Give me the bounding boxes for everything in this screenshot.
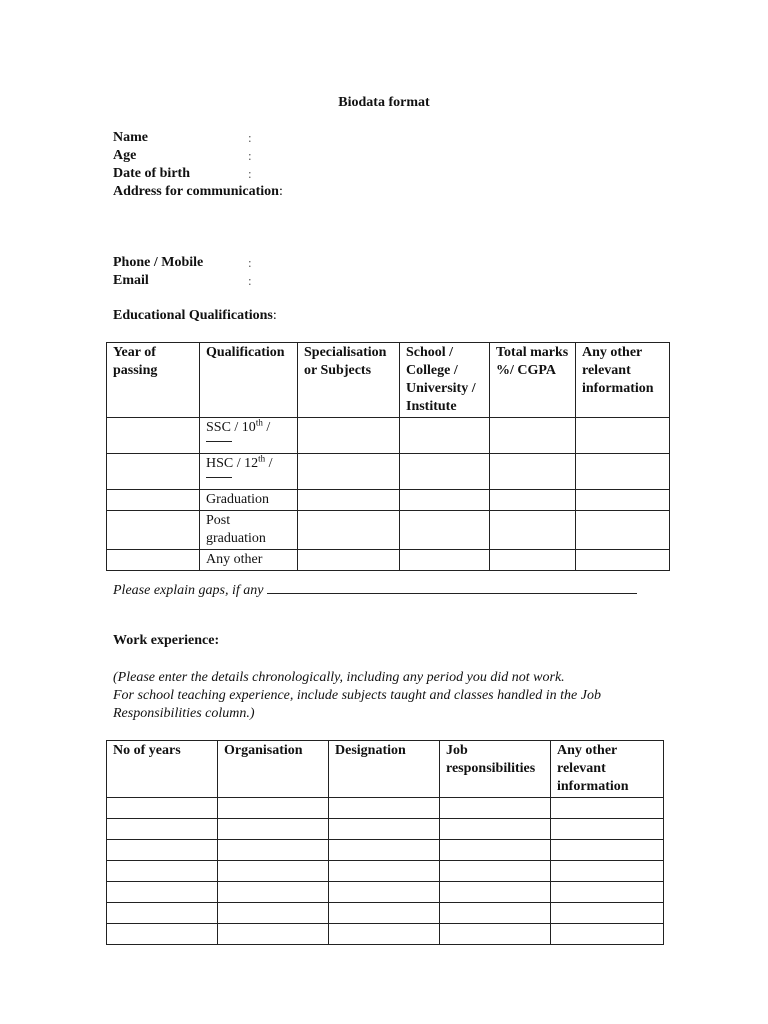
institute-cell[interactable] xyxy=(400,511,490,550)
table-row xyxy=(107,490,670,511)
work-other-info-cell[interactable] xyxy=(551,798,664,819)
header-total-marks: Total marks %/ CGPA xyxy=(490,343,576,418)
table-row xyxy=(107,840,664,861)
table-row xyxy=(107,418,670,454)
education-heading xyxy=(113,308,277,324)
email-separator: : xyxy=(248,273,252,288)
qualification-post-graduation: Post graduation xyxy=(200,511,298,550)
header-specialisation: Specialisation or Subjects xyxy=(298,343,400,418)
other-info-cell[interactable] xyxy=(576,490,670,511)
organisation-cell[interactable] xyxy=(218,798,329,819)
qualification-any-other: Any other xyxy=(200,550,298,571)
marks-cell[interactable] xyxy=(490,418,576,454)
gaps-answer-line[interactable] xyxy=(267,581,637,594)
institute-cell[interactable] xyxy=(400,418,490,454)
qualification-graduation: Graduation xyxy=(200,490,298,511)
name-label: Name xyxy=(113,130,148,145)
years-cell[interactable] xyxy=(107,903,218,924)
education-header-row xyxy=(107,343,670,418)
dob-label: Date of birth xyxy=(113,166,190,181)
work-heading: Work experience: xyxy=(113,633,220,648)
designation-cell[interactable] xyxy=(329,903,440,924)
year-cell[interactable] xyxy=(107,490,200,511)
specialisation-cell[interactable] xyxy=(298,550,400,571)
work-other-info-cell[interactable] xyxy=(551,840,664,861)
phone-separator: : xyxy=(248,255,252,270)
year-cell[interactable] xyxy=(107,511,200,550)
responsibilities-cell[interactable] xyxy=(440,924,551,945)
responsibilities-cell[interactable] xyxy=(440,798,551,819)
phone-label: Phone / Mobile xyxy=(113,255,204,270)
qualification-hsc-base: HSC / 12 xyxy=(206,456,259,471)
work-table xyxy=(106,740,664,945)
years-cell[interactable] xyxy=(107,882,218,903)
document-title: Biodata format xyxy=(338,95,430,110)
qualification-hsc-tail: / xyxy=(265,456,273,471)
marks-cell[interactable] xyxy=(490,454,576,490)
other-info-cell[interactable] xyxy=(576,550,670,571)
table-row xyxy=(107,924,664,945)
age-label: Age xyxy=(113,148,137,163)
work-note xyxy=(113,669,653,723)
work-other-info-cell[interactable] xyxy=(551,861,664,882)
work-other-info-cell[interactable] xyxy=(551,924,664,945)
years-cell[interactable] xyxy=(107,861,218,882)
specialisation-cell[interactable] xyxy=(298,454,400,490)
qualification-hsc-sup: th xyxy=(258,453,266,464)
gaps-prompt xyxy=(113,581,637,600)
header-work-other-info: Any other relevant information xyxy=(551,741,664,798)
table-row xyxy=(107,861,664,882)
blank-line xyxy=(206,441,232,442)
responsibilities-cell[interactable] xyxy=(440,903,551,924)
specialisation-cell[interactable] xyxy=(298,511,400,550)
work-other-info-cell[interactable] xyxy=(551,882,664,903)
organisation-cell[interactable] xyxy=(218,861,329,882)
work-other-info-cell[interactable] xyxy=(551,819,664,840)
years-cell[interactable] xyxy=(107,819,218,840)
marks-cell[interactable] xyxy=(490,490,576,511)
header-designation: Designation xyxy=(329,741,440,798)
header-organisation: Organisation xyxy=(218,741,329,798)
organisation-cell[interactable] xyxy=(218,840,329,861)
qualification-ssc-tail: / xyxy=(262,420,271,435)
other-info-cell[interactable] xyxy=(576,418,670,454)
email-label: Email xyxy=(113,273,149,288)
responsibilities-cell[interactable] xyxy=(440,882,551,903)
work-note-line2: For school teaching experience, include subjects taught and classes handled in the Job Responsibilities column.) xyxy=(113,688,601,721)
qualification-ssc-sup: th xyxy=(255,417,263,428)
organisation-cell[interactable] xyxy=(218,882,329,903)
header-year-of-passing: Year of passing xyxy=(107,343,200,418)
education-table xyxy=(106,342,670,571)
qualification-hsc xyxy=(200,454,298,490)
table-row xyxy=(107,819,664,840)
year-cell[interactable] xyxy=(107,550,200,571)
other-info-cell[interactable] xyxy=(576,511,670,550)
institute-cell[interactable] xyxy=(400,550,490,571)
work-table-body xyxy=(107,798,664,945)
institute-cell[interactable] xyxy=(400,454,490,490)
work-header-row xyxy=(107,741,664,798)
table-row xyxy=(107,798,664,819)
address-label xyxy=(113,183,283,201)
table-row xyxy=(107,903,664,924)
responsibilities-cell[interactable] xyxy=(440,819,551,840)
years-cell[interactable] xyxy=(107,798,218,819)
designation-cell[interactable] xyxy=(329,840,440,861)
education-heading-separator: : xyxy=(272,308,277,323)
designation-cell[interactable] xyxy=(329,882,440,903)
table-row xyxy=(107,882,664,903)
gaps-prompt-text: Please explain gaps, if any xyxy=(113,583,264,598)
marks-cell[interactable] xyxy=(490,550,576,571)
specialisation-cell[interactable] xyxy=(298,490,400,511)
blank-line xyxy=(206,477,232,478)
table-row xyxy=(107,511,670,550)
designation-cell[interactable] xyxy=(329,861,440,882)
marks-cell[interactable] xyxy=(490,511,576,550)
work-note-line1: (Please enter the details chronologically, including any period you did not work. xyxy=(113,670,565,685)
year-cell[interactable] xyxy=(107,418,200,454)
specialisation-cell[interactable] xyxy=(298,418,400,454)
designation-cell[interactable] xyxy=(329,798,440,819)
header-job-responsibilities: Job responsibilities xyxy=(440,741,551,798)
qualification-ssc xyxy=(200,418,298,454)
designation-cell[interactable] xyxy=(329,819,440,840)
organisation-cell[interactable] xyxy=(218,924,329,945)
years-cell[interactable] xyxy=(107,840,218,861)
dob-separator: : xyxy=(248,166,252,181)
designation-cell[interactable] xyxy=(329,924,440,945)
header-other-info: Any other relevant information xyxy=(576,343,670,418)
organisation-cell[interactable] xyxy=(218,903,329,924)
institute-cell[interactable] xyxy=(400,490,490,511)
table-row xyxy=(107,454,670,490)
organisation-cell[interactable] xyxy=(218,819,329,840)
header-no-of-years: No of years xyxy=(107,741,218,798)
qualification-ssc-base: SSC / 10 xyxy=(206,420,256,435)
header-institute: School / College / University / Institute xyxy=(400,343,490,418)
name-separator: : xyxy=(248,130,252,145)
responsibilities-cell[interactable] xyxy=(440,861,551,882)
address-label-text: Address for communication xyxy=(113,184,279,199)
year-cell[interactable] xyxy=(107,454,200,490)
years-cell[interactable] xyxy=(107,924,218,945)
responsibilities-cell[interactable] xyxy=(440,840,551,861)
age-separator: : xyxy=(248,148,252,163)
work-other-info-cell[interactable] xyxy=(551,903,664,924)
other-info-cell[interactable] xyxy=(576,454,670,490)
education-heading-text: Educational Qualifications xyxy=(113,308,273,323)
header-qualification: Qualification xyxy=(200,343,298,418)
address-separator: : xyxy=(278,184,283,199)
table-row xyxy=(107,550,670,571)
